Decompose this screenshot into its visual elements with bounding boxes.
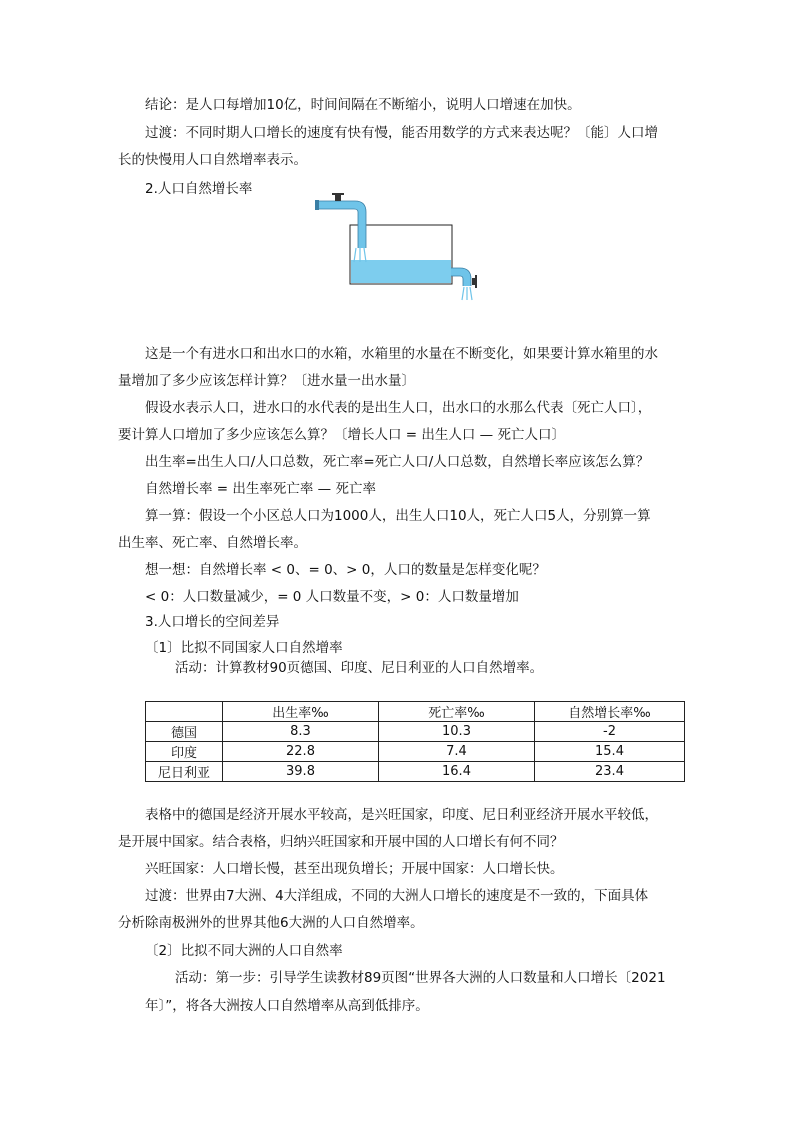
- transition-text-4: 分析除南极洲外的世界其他6大洲的人口自然增率。: [118, 915, 424, 931]
- table-cell: 23.4: [535, 762, 685, 782]
- table-cell: 尼日利亚: [146, 762, 223, 782]
- table-cell: 10.3: [379, 722, 535, 742]
- rate-definition-text: 出生率=出生人口/人口总数，死亡率=死亡人口/人口总数，自然增长率应该怎么算？: [145, 454, 650, 470]
- transition-text-2: 长的快慢用人口自然增率表示。: [118, 152, 307, 168]
- table-header-cell: 自然增长率‰: [535, 702, 685, 722]
- transition-text-1: 过渡：不同时期人口增长的速度有快有慢，能否用数学的方式来表达呢？〔能〕人口增: [145, 125, 658, 141]
- calc-text-2: 出生率、死亡率、自然增长率。: [118, 535, 307, 551]
- tank-text-2: 量增加了多少应该怎样计算？〔进水量一出水量〕: [118, 373, 415, 389]
- section-heading-2: 2.人口自然增长率: [145, 181, 253, 197]
- table-header-cell: [146, 702, 223, 722]
- table-cell: 15.4: [535, 742, 685, 762]
- transition-text-3: 过渡：世界由7大洲、4大洋组成，不同的大洲人口增长的速度是不一致的，下面具体: [145, 888, 649, 904]
- summary-text: 兴旺国家：人口增长慢，甚至出现负增长；开展中国家：人口增长快。: [145, 861, 564, 877]
- think-answer: < 0：人口数量减少，= 0 人口数量不变，> 0：人口数量增加: [145, 589, 519, 605]
- table-cell: -2: [535, 722, 685, 742]
- table-cell: 22.8: [223, 742, 379, 762]
- assume-text-1: 假设水表示人口，进水口的水代表的是出生人口，出水口的水那么代表〔死亡人口〕，: [145, 400, 652, 416]
- water-tank-diagram: [310, 190, 485, 309]
- natural-growth-formula: 自然增长率 = 出生率死亡率 — 死亡率: [145, 481, 376, 497]
- section-heading-3: 3.人口增长的空间差异: [145, 614, 280, 630]
- table-note-1: 表格中的德国是经济开展水平较高，是兴旺国家，印度、尼日利亚经济开展水平较低，: [145, 807, 658, 823]
- subheading-countries: 〔1〕比拟不同国家人口自然增率: [145, 640, 343, 656]
- think-text: 想一想：自然增长率 < 0、= 0、> 0，人口的数量是怎样变化呢？: [145, 562, 546, 578]
- table-cell: 16.4: [379, 762, 535, 782]
- table-row: [146, 722, 685, 742]
- table-header-cell: 出生率‰: [223, 702, 379, 722]
- activity-continents-2: 年〕”，将各大洲按人口自然增率从高到低排序。: [145, 998, 429, 1014]
- calc-text-1: 算一算：假设一个小区总人口为1000人，出生人口10人，死亡人口5人，分别算一算: [145, 508, 651, 524]
- natural-growth-table: [145, 701, 685, 782]
- table-cell: 39.8: [223, 762, 379, 782]
- table-cell: 印度: [146, 742, 223, 762]
- table-header-row: [146, 702, 685, 722]
- table-cell: 8.3: [223, 722, 379, 742]
- assume-text-2: 要计算人口增加了多少应该怎么算？〔增长人口 = 出生人口 — 死亡人口〕: [118, 427, 565, 443]
- subheading-continents: 〔2〕比拟不同大洲的人口自然率: [145, 943, 343, 959]
- conclusion-text: 结论：是人口每增加10亿，时间间隔在不断缩小，说明人口增速在加快。: [145, 97, 581, 113]
- activity-countries: 活动：计算教材90页德国、印度、尼日利亚的人口自然增率。: [175, 660, 544, 676]
- table-cell: 7.4: [379, 742, 535, 762]
- table-header-cell: 死亡率‰: [379, 702, 535, 722]
- activity-continents-1: 活动：第一步：引导学生读教材89页图“世界各大洲的人口数量和人口增长〔2021: [175, 970, 666, 986]
- table-note-2: 是开展中国家。结合表格，归纳兴旺国家和开展中国的人口增长有何不同？: [118, 834, 564, 850]
- table-row: [146, 762, 685, 782]
- tank-text-1: 这是一个有进水口和出水口的水箱，水箱里的水量在不断变化，如果要计算水箱里的水: [145, 346, 658, 362]
- table-row: [146, 742, 685, 762]
- table-cell: 德国: [146, 722, 223, 742]
